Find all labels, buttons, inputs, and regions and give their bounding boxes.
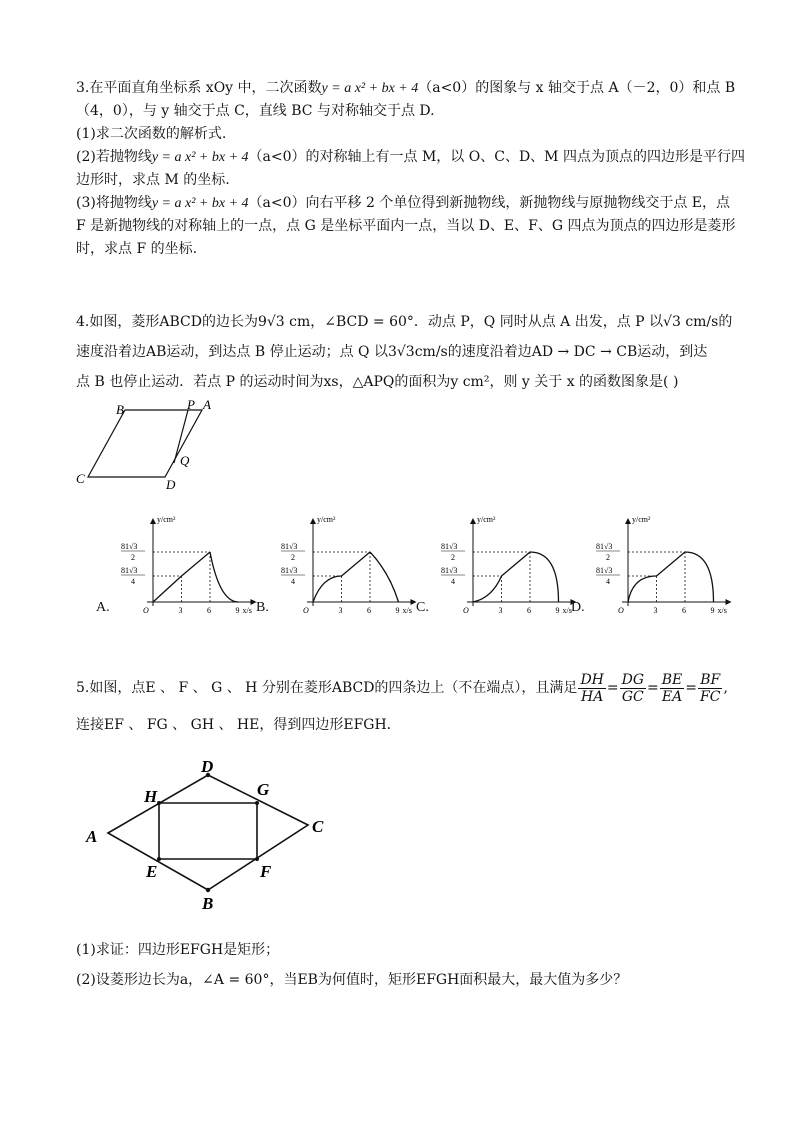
label-a: A <box>86 827 98 846</box>
label-b: B <box>202 894 214 913</box>
q3-line-3: (1)求二次函数的解析式. <box>76 126 227 142</box>
label-e: E <box>146 862 158 881</box>
formula: y = a x² + bx + 4 <box>151 196 249 211</box>
curve-segment-2 <box>502 552 531 576</box>
frac-top-denominator: 2 <box>606 553 610 562</box>
curve-segment-3 <box>210 552 239 602</box>
frac-half-numerator: 81√3 <box>441 566 458 575</box>
tick-3: 3 <box>338 606 343 615</box>
origin-label: O <box>303 606 309 615</box>
curve-segment-1 <box>153 576 182 602</box>
tick-9: 9 <box>395 606 400 615</box>
tick-6: 6 <box>367 606 371 615</box>
y-axis-arrow <box>310 518 316 524</box>
formula: y = a x² + bx + 4 <box>321 81 419 96</box>
tick-6: 6 <box>527 606 531 615</box>
q3-line-2: （4，0），与 y 轴交于点 C，直线 BC 与对称轴交于点 D. <box>76 103 435 119</box>
frac-half-numerator: 81√3 <box>121 566 138 575</box>
label-c: C <box>76 471 85 486</box>
x-unit-label: x/s <box>402 606 412 615</box>
graph-b <box>275 510 425 620</box>
x-unit-label: x/s <box>562 606 572 615</box>
x-unit-label: x/s <box>717 606 727 615</box>
graph-c <box>435 510 585 620</box>
ratio-dh-ha: $\frac{DH}{HA}$ <box>580 671 604 705</box>
q4-rhombus-figure <box>70 395 230 495</box>
label-f: F <box>260 862 272 881</box>
option-b-label: B. <box>256 600 269 615</box>
frac-half-denominator: 4 <box>291 577 295 586</box>
x-unit-label: x/s <box>242 606 252 615</box>
y-unit-label: y/cm² <box>317 515 336 524</box>
label-a: A <box>203 397 211 412</box>
tick-6: 6 <box>682 606 686 615</box>
frac-half-denominator: 4 <box>131 577 135 586</box>
tick-3: 3 <box>178 606 183 615</box>
label-d: D <box>166 477 176 492</box>
y-axis-arrow <box>150 518 156 524</box>
frac-top-denominator: 2 <box>451 553 455 562</box>
x-axis-arrow <box>726 599 732 605</box>
y-axis-arrow <box>625 518 631 524</box>
q4-line-2: 速度沿着边AB运动，到达点 B 停止运动；点 Q 以3√3cm/s的速度沿着边AD → DC → CB运动，到达 <box>76 344 708 360</box>
y-unit-label: y/cm² <box>157 515 176 524</box>
q4-line-1: 4.如图，菱形ABCD的边长为9√3 cm，∠BCD = 60°．动点 P，Q 同时从点 A 出发，点 P 以√3 cm/s的 <box>76 314 733 330</box>
q5-sub-2: (2)设菱形边长为a，∠A = 60°，当EB为何值时，矩形EFGH面积最大，最大值为多少？ <box>76 972 628 988</box>
option-d-label: D. <box>571 600 585 615</box>
frac-top-denominator: 2 <box>131 553 135 562</box>
tick-9: 9 <box>555 606 560 615</box>
option-a-label: A. <box>96 600 110 615</box>
curve-segment-3 <box>685 552 714 602</box>
q5-line-2: 连接EF 、 FG 、 GH 、 HE，得到四边形EFGH． <box>76 717 401 733</box>
frac-half-denominator: 4 <box>606 577 610 586</box>
frac-top-numerator: 81√3 <box>441 542 458 551</box>
frac-half-numerator: 81√3 <box>281 566 298 575</box>
curve-segment-2 <box>182 552 211 576</box>
tick-9: 9 <box>235 606 240 615</box>
origin-label: O <box>143 606 149 615</box>
graph-d <box>590 510 740 620</box>
frac-half-denominator: 4 <box>451 577 455 586</box>
tick-3: 3 <box>498 606 503 615</box>
q3-line-4: (2)若抛物线y = a x² + bx + 4（a<0）的对称轴上有一点 M，以 O、C、D、M 四点为顶点的四边形是平行四 <box>76 149 745 165</box>
curve-segment-2 <box>657 552 686 576</box>
origin-label: O <box>463 606 469 615</box>
frac-half-numerator: 81√3 <box>596 566 613 575</box>
frac-top-numerator: 81√3 <box>121 542 138 551</box>
option-c-label: C. <box>416 600 429 615</box>
curve-segment-2 <box>342 552 371 576</box>
y-axis-arrow <box>470 518 476 524</box>
label-g: G <box>257 780 270 799</box>
q3-line-1: 3.在平面直角坐标系 xOy 中，二次函数y = a x² + bx + 4（a<0）的图象与 x 轴交于点 A（－2，0）和点 B <box>76 80 736 96</box>
q5-rhombus-figure <box>80 755 340 915</box>
q3-line-7: F 是新抛物线的对称轴上的一点，点 G 是坐标平面内一点，当以 D、E、F、G 四点为顶点的四边形是菱形 <box>76 218 736 234</box>
curve-segment-1 <box>313 576 342 602</box>
frac-top-numerator: 81√3 <box>596 542 613 551</box>
q5-sub-1: (1)求证：四边形EFGH是矩形； <box>76 942 280 958</box>
graph-a <box>115 510 265 620</box>
label-h: H <box>144 787 158 806</box>
origin-label: O <box>618 606 624 615</box>
label-q: Q <box>180 453 190 468</box>
q3-line-5: 边形时，求点 M 的坐标. <box>76 172 230 188</box>
tick-9: 9 <box>710 606 715 615</box>
q3-line-6: (3)将抛物线y = a x² + bx + 4（a<0）向右平移 2 个单位得到新抛物线，新抛物线与原抛物线交于点 E，点 <box>76 195 730 211</box>
curve-segment-1 <box>473 576 502 602</box>
curve-segment-1 <box>628 576 657 602</box>
frac-top-numerator: 81√3 <box>281 542 298 551</box>
y-unit-label: y/cm² <box>477 515 496 524</box>
curve-segment-3 <box>530 552 559 602</box>
label-p: P <box>187 397 195 412</box>
ratio-dg-gc: $\frac{DG}{GC}$ <box>621 671 645 705</box>
tick-3: 3 <box>653 606 658 615</box>
tick-6: 6 <box>207 606 211 615</box>
q4-line-3: 点 B 也停止运动．若点 P 的运动时间为xs，△APQ的面积为y cm²，则 y 关于 x 的函数图象是( ) <box>76 374 679 390</box>
q5-line-1: 5.如图，点E 、 F 、 G 、 H 分别在菱形ABCD的四条边上（不在端点），且满足 $\frac{DH}{HA}$ = $\frac{DG}{GC}$ = $\frac{BE}{EA}$ = $\frac{BF}{FC}$ , <box>76 671 728 705</box>
formula: y = a x² + bx + 4 <box>151 150 249 165</box>
label-d: D <box>201 757 214 776</box>
q3-line-8: 时，求点 F 的坐标. <box>76 241 198 257</box>
label-c: C <box>312 817 324 836</box>
ratio-bf-fc: $\frac{BF}{FC}$ <box>700 671 721 705</box>
ratio-be-ea: $\frac{BE}{EA}$ <box>661 671 683 705</box>
y-unit-label: y/cm² <box>632 515 651 524</box>
label-b: B <box>116 402 124 417</box>
frac-top-denominator: 2 <box>291 553 295 562</box>
curve-segment-3 <box>370 552 399 602</box>
